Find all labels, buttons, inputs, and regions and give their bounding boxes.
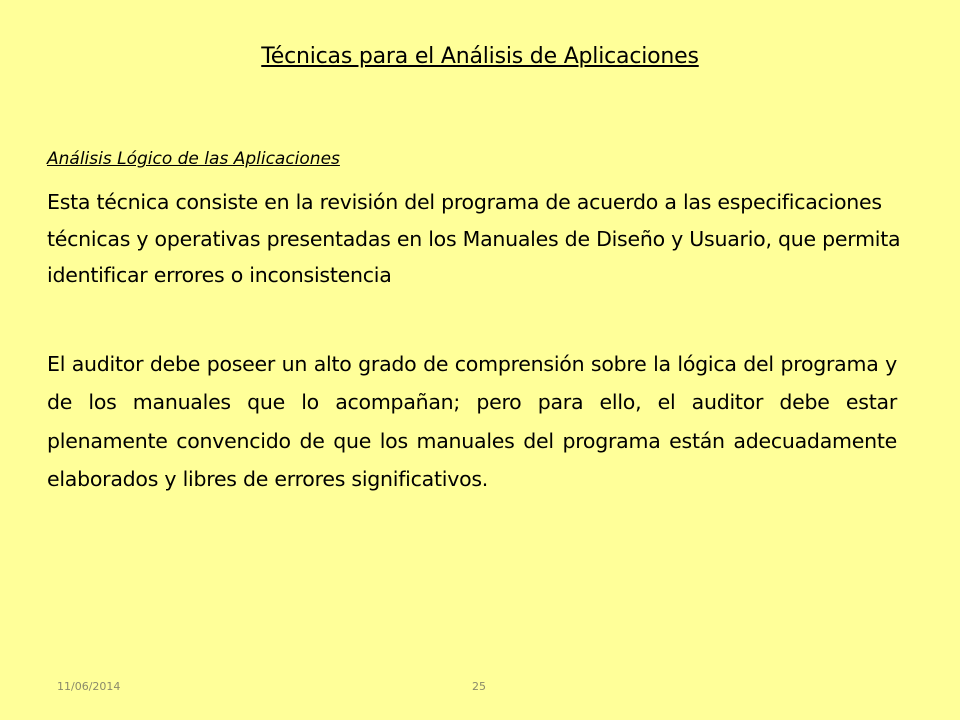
slide-title: Técnicas para el Análisis de Aplicaciones: [261, 44, 699, 69]
footer-date: 11/06/2014: [57, 680, 121, 693]
body-paragraph-1: Esta técnica consiste en la revisión del programa de acuerdo a las especificaciones técnicas y operativas presentadas en los Manuales de Diseño y Usuario, que permita identificar errores o inconsistencia: [47, 190, 901, 288]
section-subtitle: Análisis Lógico de las Aplicaciones: [47, 149, 340, 169]
body-paragraph-2: El auditor debe poseer un alto grado de comprensión sobre la lógica del programa y de los manuales que lo acompañan; pero para ello, el auditor debe estar plenamente convencido de que los manuales del programa están adecuadamente elaborados y libres de errores significativos.: [47, 352, 897, 492]
footer-page-number: 25: [472, 680, 486, 693]
